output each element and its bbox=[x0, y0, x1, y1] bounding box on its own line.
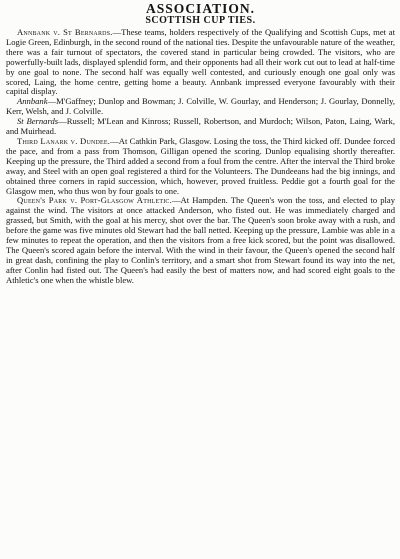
match-report-queens-park-port-glasgow bbox=[6, 196, 395, 285]
team-lineup-annbank bbox=[6, 97, 395, 117]
match-report-third-lanark-dundee bbox=[6, 137, 395, 196]
section-heading: ASSOCIATION. bbox=[146, 1, 255, 16]
match-title: Third Lanark v. Dundee. bbox=[17, 135, 111, 146]
match-report-annbank-st-bernards bbox=[6, 28, 395, 97]
match-title: Queen's Park v. Port-Glasgow Athletic. bbox=[17, 195, 172, 206]
team-players: —Russell; M'Lean and Kinross; Russell, Robertson, and Murdoch; Wilson, Paton, Laing, Wark, and Muirhead. bbox=[6, 116, 395, 137]
match-title: Annbank v. St Bernards. bbox=[17, 27, 113, 37]
match-report-text: —At Hampden. The Queen's won the toss, and elected to play against the wind. The visitors at once attacked Anderson, who fisted out. He was immediately charged and grassed, but Smith, with the goal at his mercy, shot over the bar. The Queen's soon broke away with a rush, and before the game was five minutes old Stewart had the ball netted. Keeping up the pressure, Lambie was able in a few minutes to repeat the operation, and then the visitors from a free kick scored, but the point was disallowed. The Queen's scored again before the interval. With the wind in their favour, the Queen's opened the second half in great dash, confining the play to Conlin's territory, and a smart shot from Stewart found its way into the net, after Conlin had fisted out. The Queen's had easily the best of matters now, and had scored eight goals to the Athletic's one when the whistle blew. bbox=[6, 195, 396, 285]
team-name: Annbank bbox=[17, 96, 48, 107]
match-report-text: —At Cathkin Park, Glasgow. Losing the toss, the Third kicked off. Dundee forced the pace, and from a pass from Thomson, Gilligan opened the scoring. Dunlop equalising shortly thereafter. Keeping up the pressure, the Third added a second from a foul from the centre. After the interval the Third broke away, and Steel with an open goal registered a third for the Volunteers. The Dundeeans had the big innings, and obtained three corners in rapid succession, which, however, proved fruitless. Peddie got a fourth goal for the Glasgow men, who thus won by four goals to one. bbox=[6, 135, 395, 196]
section-subheading: SCOTTISH CUP TIES. bbox=[145, 15, 256, 26]
team-players: —M'Gaffney; Dunlop and Bowman; J. Colville, W. Gourlay, and Henderson; J. Gourlay, Donnelly, Kerr, Welsh, and J. Colville. bbox=[6, 96, 395, 117]
match-report-text: —These teams, holders respectively of the Qualifying and Scottish Cups, met at Logie Green, Edinburgh, in the second round of the national ties. Despite the unfavourable nature of the weather, there was a fair turnout of spectators, the covered stand in particular being crowded. The visitors, who are powerfully-built lads, displayed splendid form, and their opponents had all their work cut out to lead at half-time by one goal to none. The second half was equally well contested, and curiously enough one goal only was scored, Laing, the home centre, getting home a beauty. Annbank impressed everyone favourably with their capital display. bbox=[6, 27, 395, 97]
team-lineup-st-bernards bbox=[6, 117, 395, 137]
team-name: St Bernards bbox=[17, 116, 59, 127]
